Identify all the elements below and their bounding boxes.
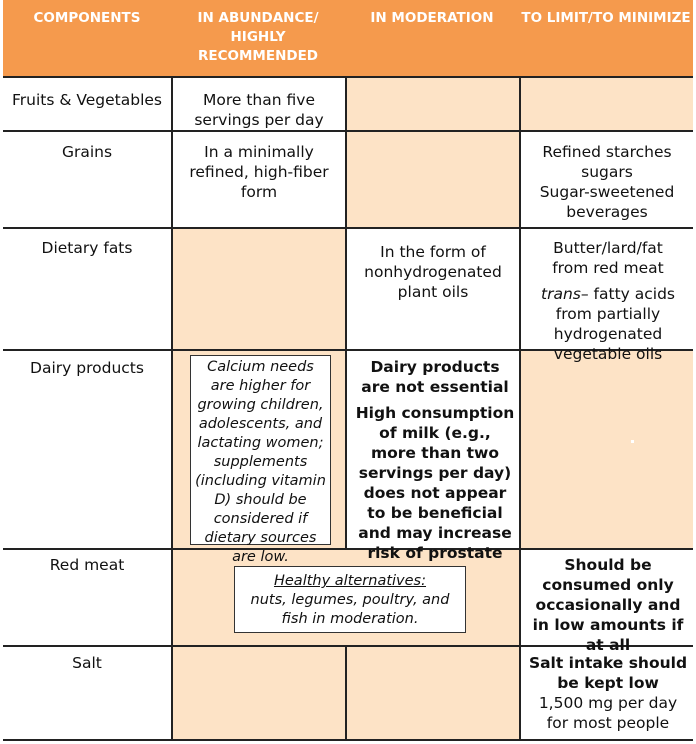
header-abundance-line2: HIGHLY (230, 29, 286, 45)
dairy-moderation-consumption: High consumption of milk (e.g., more than two servings per day) does not appear to be beneficial and may increase risk of prostate (355, 404, 515, 562)
rule-col1 (171, 76, 173, 741)
nutrition-table (3, 0, 693, 741)
grains-abundance (189, 132, 329, 202)
fats-component-label: Dietary fats (41, 239, 133, 257)
dairy-moderation (355, 351, 515, 583)
dairy-component-label: Dairy products (30, 359, 144, 377)
stray-dot (631, 440, 634, 443)
header-limit (519, 0, 693, 76)
redmeat-component-label: Red meat (49, 556, 125, 574)
dairy-abundance-note-text: Calcium needs are higher for growing children, adolescents, and lactating women; supplements (including vitamin D) should be considered if dietary sources are low. (195, 359, 326, 565)
fruits-limit-cell (521, 78, 693, 130)
grains-component (3, 132, 171, 162)
fats-limit-butter: Butter/lard/fat from red meat (552, 239, 664, 277)
redmeat-alternatives-body: nuts, legumes, poultry, and fish in moderation. (250, 592, 450, 627)
salt-abundance-cell (173, 647, 345, 739)
grains-component-label: Grains (61, 143, 113, 161)
grains-limit-line3: Sugar-sweetened (539, 183, 675, 201)
fats-abundance-cell (173, 229, 345, 349)
salt-limit-kept-low: Salt intake should be kept low (528, 654, 688, 692)
fruits-component-label: Fruits & Vegetables (11, 91, 163, 109)
fruits-component (3, 78, 171, 110)
fats-limit-trans-italic: trans (541, 285, 581, 303)
fruits-moderation-cell (347, 78, 519, 130)
header-abundance-line3: RECOMMENDED (197, 48, 319, 64)
salt-limit (523, 647, 693, 733)
dairy-limit-cell (521, 351, 693, 548)
redmeat-limit (525, 550, 691, 655)
fats-limit-trans (523, 284, 693, 364)
redmeat-alternatives-box (234, 566, 466, 633)
grains-limit-line4: beverages (566, 203, 648, 221)
fruits-abundance (187, 78, 331, 130)
grains-limit-line1: Refined starches (542, 143, 672, 161)
dairy-abundance-note (190, 355, 331, 565)
rule-bottom (3, 739, 693, 741)
salt-component-label: Salt (72, 654, 102, 672)
grains-limit (521, 132, 693, 222)
redmeat-component (3, 550, 171, 575)
rule-col2-lower (345, 645, 347, 741)
salt-limit-amount: 1,500 mg per day for most people (538, 694, 678, 732)
grains-abundance-text: In a minimally refined, high-fiber form (189, 143, 329, 201)
redmeat-limit-text: Should be consumed only occasionally and in low amounts if at all (532, 556, 684, 654)
header-limit-label: TO LIMIT/TO MINIMIZE (521, 10, 691, 26)
salt-moderation-cell (347, 647, 519, 739)
fats-moderation-text: In the form of nonhydrogenated plant oils (364, 243, 502, 301)
fruits-abundance-text: More than five servings per day (194, 91, 324, 129)
fats-moderation (363, 229, 503, 302)
redmeat-alternatives-title: Healthy alternatives: (273, 573, 427, 589)
header-moderation-label: IN MODERATION (370, 10, 494, 26)
fats-component (3, 229, 171, 258)
dairy-component (3, 351, 171, 378)
header-components-label: COMPONENTS (33, 10, 141, 26)
dairy-moderation-not-essential: Dairy products are not essential (361, 358, 509, 396)
fats-limit-trans-rest: – fatty acids from partially hydrogenated vegetable oils (553, 285, 675, 363)
header-components (3, 0, 171, 76)
fats-limit (523, 229, 693, 364)
header-moderation (345, 0, 519, 76)
salt-component (3, 647, 171, 673)
header-abundance (171, 0, 345, 76)
grains-limit-line2: sugars (581, 163, 633, 181)
grains-moderation-cell (347, 132, 519, 227)
rule-col2-upper (345, 76, 347, 550)
header-abundance-line1: IN ABUNDANCE/ (197, 10, 319, 26)
